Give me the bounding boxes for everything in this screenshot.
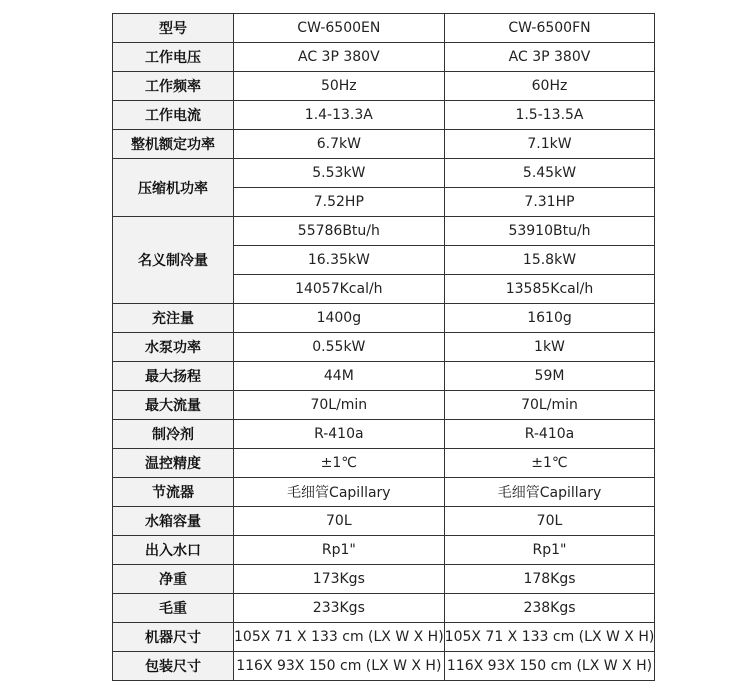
table-row xyxy=(113,333,655,362)
row-label: 充注量 xyxy=(113,304,234,333)
value-cell: 16.35kW xyxy=(234,246,445,275)
value-cell: 6.7kW xyxy=(234,130,445,159)
value-cell: 7.1kW xyxy=(444,130,655,159)
row-label: 水泵功率 xyxy=(113,333,234,362)
value-cell: AC 3P 380V xyxy=(234,43,445,72)
value-cell: 13585Kcal/h xyxy=(444,275,655,304)
row-label: 净重 xyxy=(113,565,234,594)
model-cell-2: CW-6500FN xyxy=(444,14,655,43)
model-cell-1: CW-6500EN xyxy=(234,14,445,43)
value-cell: 116X 93X 150 cm (LX W X H) xyxy=(234,652,445,681)
value-cell: 1400g xyxy=(234,304,445,333)
table-row xyxy=(113,101,655,130)
row-label: 整机额定功率 xyxy=(113,130,234,159)
table-row xyxy=(113,594,655,623)
value-cell: 50Hz xyxy=(234,72,445,101)
table-row xyxy=(113,478,655,507)
table-row xyxy=(113,449,655,478)
value-cell: 1610g xyxy=(444,304,655,333)
value-cell: 238Kgs xyxy=(444,594,655,623)
value-cell: 233Kgs xyxy=(234,594,445,623)
value-cell: Rp1" xyxy=(444,536,655,565)
row-label: 机器尺寸 xyxy=(113,623,234,652)
value-cell: ±1℃ xyxy=(234,449,445,478)
value-cell: 0.55kW xyxy=(234,333,445,362)
table-row xyxy=(113,507,655,536)
value-cell: 173Kgs xyxy=(234,565,445,594)
table-row xyxy=(113,43,655,72)
table-row xyxy=(113,72,655,101)
row-label: 最大流量 xyxy=(113,391,234,420)
row-label: 毛重 xyxy=(113,594,234,623)
value-cell: 1kW xyxy=(444,333,655,362)
row-label: 压缩机功率 xyxy=(113,159,234,217)
value-cell: 44M xyxy=(234,362,445,391)
value-cell: 毛细管Capillary xyxy=(234,478,445,507)
row-label: 工作电压 xyxy=(113,43,234,72)
value-cell: Rp1" xyxy=(234,536,445,565)
table-row xyxy=(113,159,655,188)
value-cell: 5.53kW xyxy=(234,159,445,188)
value-cell: 15.8kW xyxy=(444,246,655,275)
row-label: 工作频率 xyxy=(113,72,234,101)
value-cell: 7.31HP xyxy=(444,188,655,217)
row-label: 名义制冷量 xyxy=(113,217,234,304)
row-label: 制冷剂 xyxy=(113,420,234,449)
row-label: 工作电流 xyxy=(113,101,234,130)
value-cell: 70L xyxy=(234,507,445,536)
table-row xyxy=(113,623,655,652)
value-cell: 毛细管Capillary xyxy=(444,478,655,507)
value-cell: 70L/min xyxy=(234,391,445,420)
value-cell: ±1℃ xyxy=(444,449,655,478)
table-row xyxy=(113,304,655,333)
value-cell: 178Kgs xyxy=(444,565,655,594)
row-label: 水箱容量 xyxy=(113,507,234,536)
row-label: 最大扬程 xyxy=(113,362,234,391)
value-cell: R-410a xyxy=(234,420,445,449)
value-cell: AC 3P 380V xyxy=(444,43,655,72)
value-cell: R-410a xyxy=(444,420,655,449)
row-label-model: 型号 xyxy=(113,14,234,43)
value-cell: 105X 71 X 133 cm (LX W X H) xyxy=(234,623,445,652)
table-row xyxy=(113,536,655,565)
table-row xyxy=(113,391,655,420)
row-label: 节流器 xyxy=(113,478,234,507)
table-row-model xyxy=(113,14,655,43)
row-label: 温控精度 xyxy=(113,449,234,478)
table-row xyxy=(113,217,655,246)
value-cell: 7.52HP xyxy=(234,188,445,217)
value-cell: 1.5-13.5A xyxy=(444,101,655,130)
value-cell: 53910Btu/h xyxy=(444,217,655,246)
spec-table xyxy=(112,13,655,681)
table-row xyxy=(113,652,655,681)
value-cell: 55786Btu/h xyxy=(234,217,445,246)
row-label: 包装尺寸 xyxy=(113,652,234,681)
value-cell: 59M xyxy=(444,362,655,391)
value-cell: 1.4-13.3A xyxy=(234,101,445,130)
value-cell: 70L xyxy=(444,507,655,536)
table-row xyxy=(113,420,655,449)
value-cell: 116X 93X 150 cm (LX W X H) xyxy=(444,652,655,681)
value-cell: 5.45kW xyxy=(444,159,655,188)
table-row xyxy=(113,565,655,594)
table-row xyxy=(113,130,655,159)
value-cell: 70L/min xyxy=(444,391,655,420)
row-label: 出入水口 xyxy=(113,536,234,565)
value-cell: 14057Kcal/h xyxy=(234,275,445,304)
table-row xyxy=(113,362,655,391)
value-cell: 105X 71 X 133 cm (LX W X H) xyxy=(444,623,655,652)
value-cell: 60Hz xyxy=(444,72,655,101)
